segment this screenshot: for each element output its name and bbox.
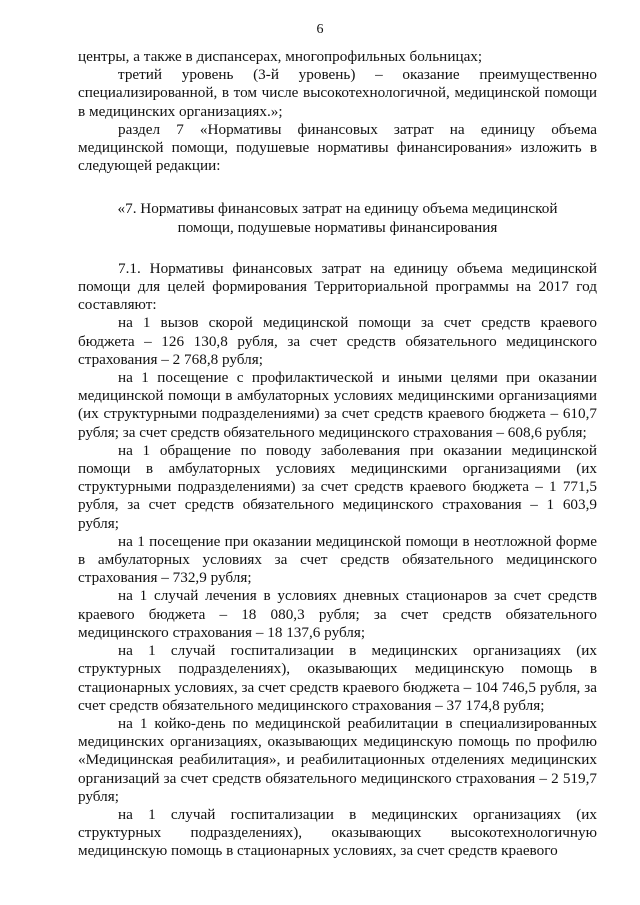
section-heading-line-2: помощи, подушевые нормативы финансирования [177,218,498,236]
norm-ambulance-call: на 1 вызов скорой медицинской помощи за счет средств краевого бюджета – 126 130,8 рубля, за счет средств обязательного медицинского страхования – 2 768,8 рубля; [78,314,597,368]
document-body [78,48,597,861]
section-heading [78,200,597,236]
section-heading-line-1: «7. Нормативы финансовых затрат на единицу объема медицинской [117,200,558,218]
paragraph-third-level: третий уровень (3-й уровень) – оказание преимущественно специализированной, в том числе высокотехнологичной, медицинской помощи в медицинских организациях.»; [78,66,597,120]
norm-high-tech-hospitalization: на 1 случай госпитализации в медицинских организациях (их структурных подразделениях), оказывающих высокотехнологичную медицинскую помощь в стационарных условиях, за счет средств краевого [78,805,597,860]
norm-hospitalization: на 1 случай госпитализации в медицинских организациях (их структурных подразделениях), оказывающих медицинскую помощь в стационарных условиях, за счет средств краевого бюджета – 104 746,5 рубля, за счет средств обязательного медицинского страхования – 37 174,8 рубля; [78,642,597,714]
clause-7-1: 7.1. Нормативы финансовых затрат на единицу объема медицинской помощи для целей формирования Территориальной программы на 2017 год составляют: [78,259,597,314]
norm-preventive-visit: на 1 посещение с профилактической и иными целями при оказании медицинской помощи в амбулаторных условиях медицинскими организациями (их структурными подразделениями) за счет средств краевого бюджета – 610,7 рубля; за счет средств обязательного медицинского страхования – 608,6 рубля; [78,369,597,441]
norm-urgent-visit: на 1 посещение при оказании медицинской помощи в неотложной форме в амбулаторных условиях за счет средств обязательного медицинского страхования – 732,9 рубля; [78,532,597,587]
page-number: 6 [316,22,324,37]
paragraph-section-7-amendment: раздел 7 «Нормативы финансовых затрат на единицу объема медицинской помощи, подушевые нормативы финансирования» изложить в следующей редакции: [78,120,597,175]
norm-day-hospital: на 1 случай лечения в условиях дневных стационаров за счет средств краевого бюджета – 18 080,3 рубля; за счет средств обязательного медицинского страхования – 18 137,6 рубля; [78,587,597,641]
norm-rehabilitation-bed-day: на 1 койко-день по медицинской реабилитации в специализированных медицинских организациях, оказывающих медицинскую помощь по профилю «Медицинская реабилитация», и реабилитационных отделениях медицинских организаций за счет средств обязательного медицинского страхования – 2 519,7 рубля; [78,714,597,805]
norm-disease-appeal: на 1 обращение по поводу заболевания при оказании медицинской помощи в амбулаторных условиях медицинскими организациями (их структурными подразделениями) за счет средств краевого бюджета – 1 771,5 рубля, за счет средств обязательного медицинского страхования – 1 603,9 рубля; [78,441,597,532]
paragraph-continuation: центры, а также в диспансерах, многопрофильных больницах; [78,48,483,65]
